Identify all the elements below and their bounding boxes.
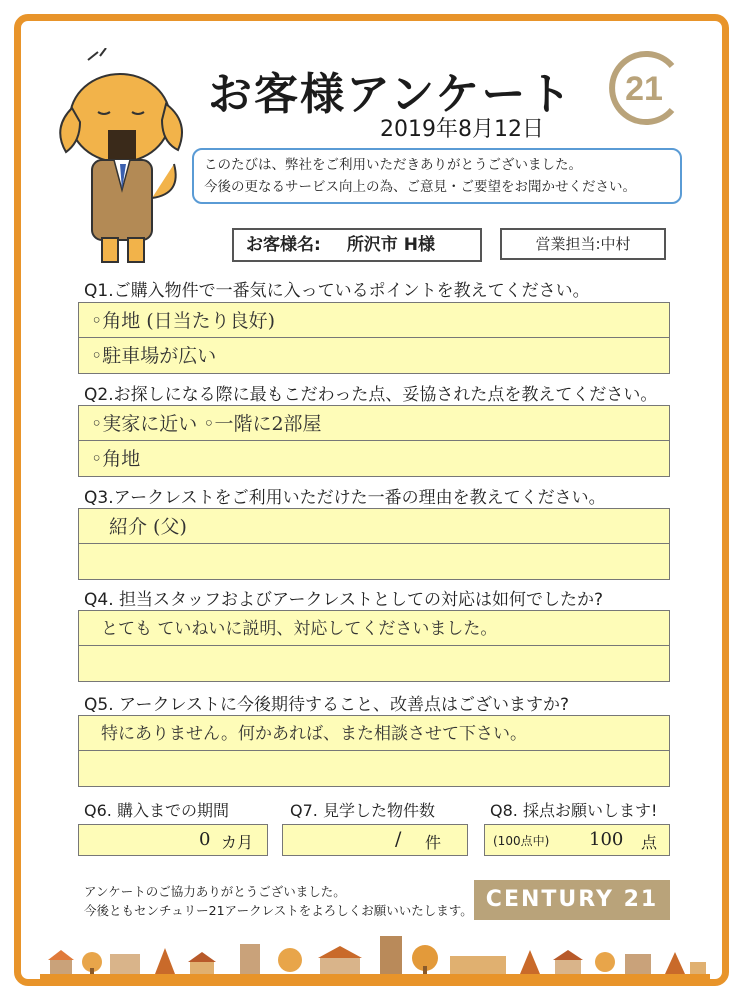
answer-1-line-2: ◦駐車場が広い xyxy=(91,345,217,367)
question-3: Q3.アークレストをご利用いただけた一番の理由を教えてください。 xyxy=(84,488,606,508)
q8-unit: 点 xyxy=(641,833,658,852)
question-6: Q6. 購入までの期間 xyxy=(84,801,229,820)
townscape-illustration xyxy=(40,930,710,980)
q8-value: 100 xyxy=(589,829,624,850)
question-5: Q5. アークレストに今後期待すること、改善点はございますか? xyxy=(84,695,570,715)
question-4: Q4. 担当スタッフおよびアークレストとしての対応は如何でしたか? xyxy=(84,590,604,610)
question-2: Q2.お探しになる際に最もこだわった点、妥協された点を教えてください。 xyxy=(84,385,658,405)
q7-answer-box[interactable] xyxy=(282,824,468,856)
question-1: Q1.ご購入物件で一番気に入っているポイントを教えてください。 xyxy=(84,281,590,301)
q6-value: 0 xyxy=(199,829,211,850)
page-title: お客様アンケート xyxy=(208,69,574,120)
q7-unit: 件 xyxy=(425,833,442,852)
q8-answer-box[interactable] xyxy=(484,824,670,856)
century21-logo-icon xyxy=(604,48,684,128)
customer-name-label: お客様名: xyxy=(246,235,321,255)
q7-value: / xyxy=(395,828,402,850)
answer-box-2[interactable] xyxy=(78,405,670,477)
customer-name-box xyxy=(232,228,482,262)
greeting-speech-bubble xyxy=(192,148,682,204)
q6-unit: カ月 xyxy=(221,833,254,852)
answer-5-line-1: 特にありません。何かあれば、また相談させて下さい。 xyxy=(101,724,528,744)
survey-date: 2019年8月12日 xyxy=(380,117,544,142)
answer-1-line-1: ◦角地 (日当たり良好) xyxy=(91,310,276,332)
footer-message xyxy=(84,882,473,920)
mascot-dog-illustration xyxy=(48,48,198,268)
staff-box: 営業担当:中村 xyxy=(500,228,666,260)
greeting-line-2: 今後の更なるサービス向上の為、ご意見・ご要望をお聞かせください。 xyxy=(204,179,636,195)
question-8: Q8. 採点お願いします! xyxy=(490,801,658,820)
answer-3-line-1: 紹介 (父) xyxy=(109,516,187,538)
logo-number: 21 xyxy=(625,70,663,108)
answer-box-4[interactable] xyxy=(78,610,670,682)
q6-answer-box[interactable] xyxy=(78,824,268,856)
answer-2-line-2: ◦角地 xyxy=(91,448,141,470)
answer-box-5[interactable] xyxy=(78,715,670,787)
q8-note: (100点中) xyxy=(493,834,550,848)
footer-line-1: アンケートのご協力ありがとうございました。 xyxy=(84,884,346,899)
answer-2-line-1: ◦実家に近い ◦一階に2部屋 xyxy=(91,413,322,435)
answer-4-line-1: とても ていねいに説明、対応してくださいました。 xyxy=(101,619,498,639)
answer-box-1[interactable] xyxy=(78,302,670,374)
customer-name-value: 所沢市 H様 xyxy=(346,235,435,255)
answer-box-3[interactable] xyxy=(78,508,670,580)
question-7: Q7. 見学した物件数 xyxy=(290,801,435,820)
greeting-line-1: このたびは、弊社をご利用いただきありがとうございました。 xyxy=(204,157,582,173)
footer-line-2: 今後ともセンチュリー21アークレストをよろしくお願いいたします。 xyxy=(84,903,473,918)
century21-brand-badge: CENTURY 21 xyxy=(474,880,670,920)
